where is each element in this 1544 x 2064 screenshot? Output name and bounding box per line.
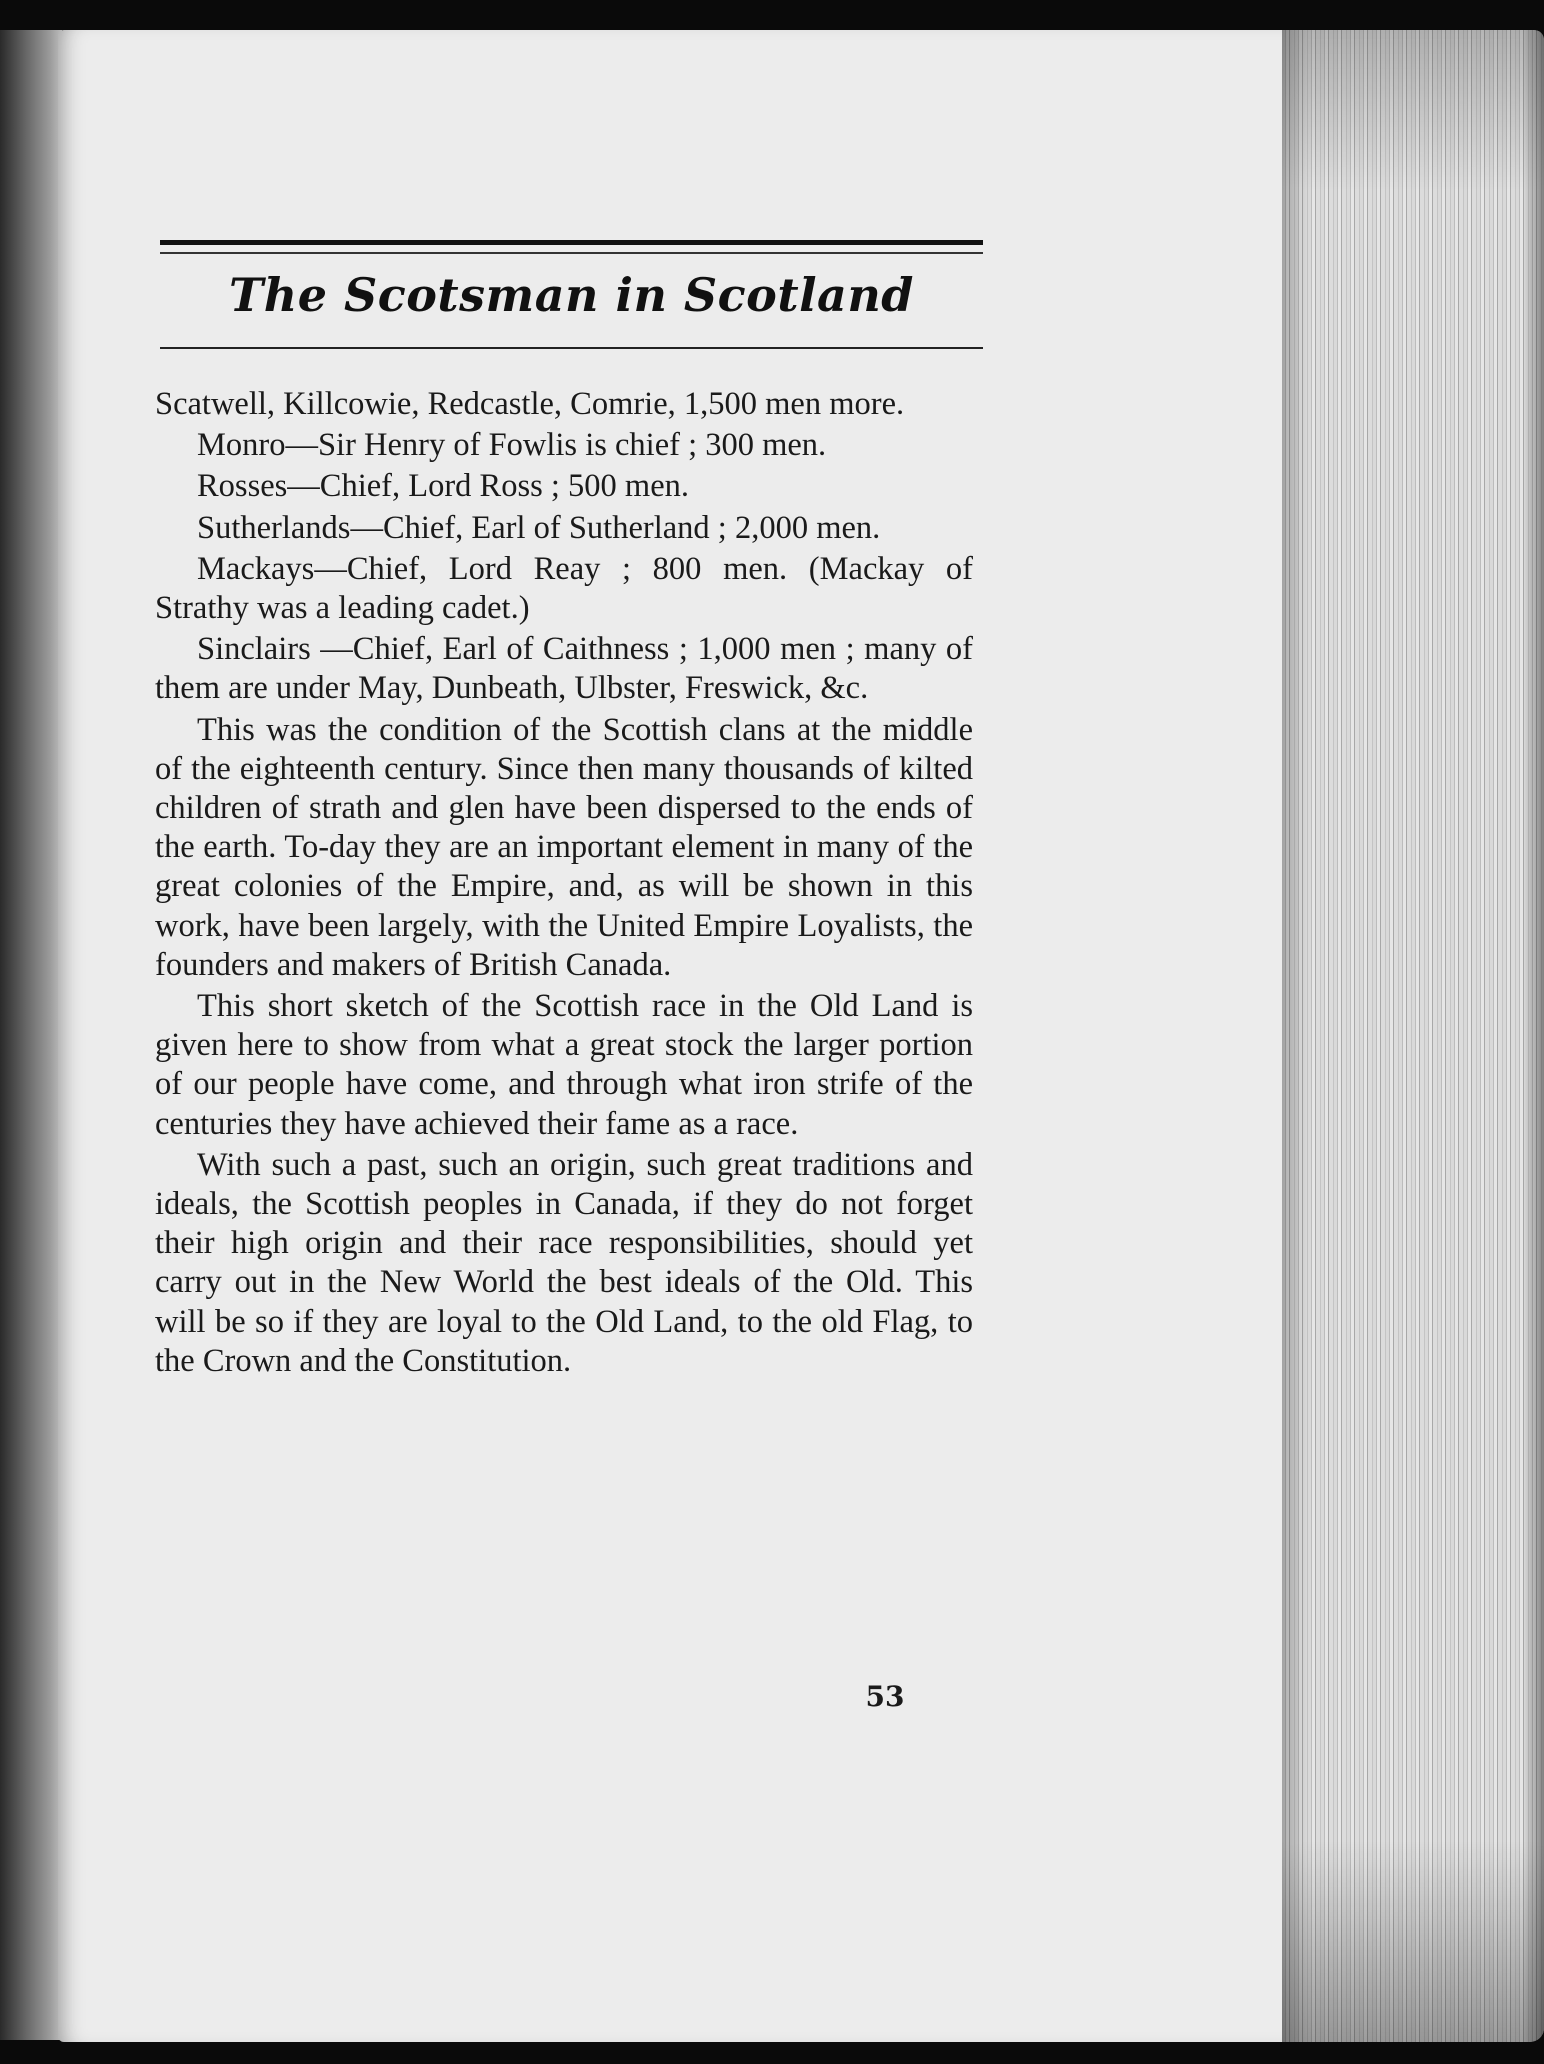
page-number: 53 (865, 1680, 905, 1713)
paragraph: Mackays—Chief, Lord Reay ; 800 men. (Mackay of Strathy was a leading cadet.) (155, 550, 973, 627)
header-rule-thick (160, 240, 983, 245)
paragraph: Sutherlands—Chief, Earl of Sutherland ; 2,000 men. (197, 509, 881, 546)
paragraph: Sinclairs —Chief, Earl of Caithness ; 1,000 men ; many of them are under May, Dunbeath, Ulbster, Freswick, &c. (155, 631, 973, 707)
header-rule-thin (160, 252, 983, 254)
paragraph: Monro—Sir Henry of Fowlis is chief ; 300 men. (197, 427, 827, 464)
running-head: The Scotsman in Scotland (229, 268, 914, 322)
page-edges (1282, 30, 1544, 2042)
header-rule-under (160, 347, 983, 349)
paragraph: This was the condition of the Scottish clans at the middle of the eighteenth century. Since then many thousands of kilted children of strath and glen have been dispersed to the ends of the earth. To-day they are an important element in many of the great colonies of the Empire, and, as will be shown in this work, have been largely, with the United Empire Loyalists, the founders and makers of British Canada. (155, 711, 973, 983)
body-text (155, 385, 973, 1383)
book-spine-shadow (0, 30, 62, 2040)
paragraph: Rosses—Chief, Lord Ross ; 500 men. (197, 468, 690, 505)
paragraph: With such a past, such an origin, such great traditions and ideals, the Scottish peoples in Canada, if they do not forget their high origin and their race responsibilities, should yet carry out in the New World the best ideals of the Old. This will be so if they are loyal to the Old Land, to the old Flag, to the Crown and the Constitution. (155, 1146, 973, 1379)
paragraph: This short sketch of the Scottish race in the Old Land is given here to show from what a great stock the larger portion of our people have come, and through what iron strife of the centuries they have achieved their fame as a race. (155, 988, 973, 1142)
paragraph: Scatwell, Killcowie, Redcastle, Comrie, 1,500 men more. (155, 386, 905, 422)
